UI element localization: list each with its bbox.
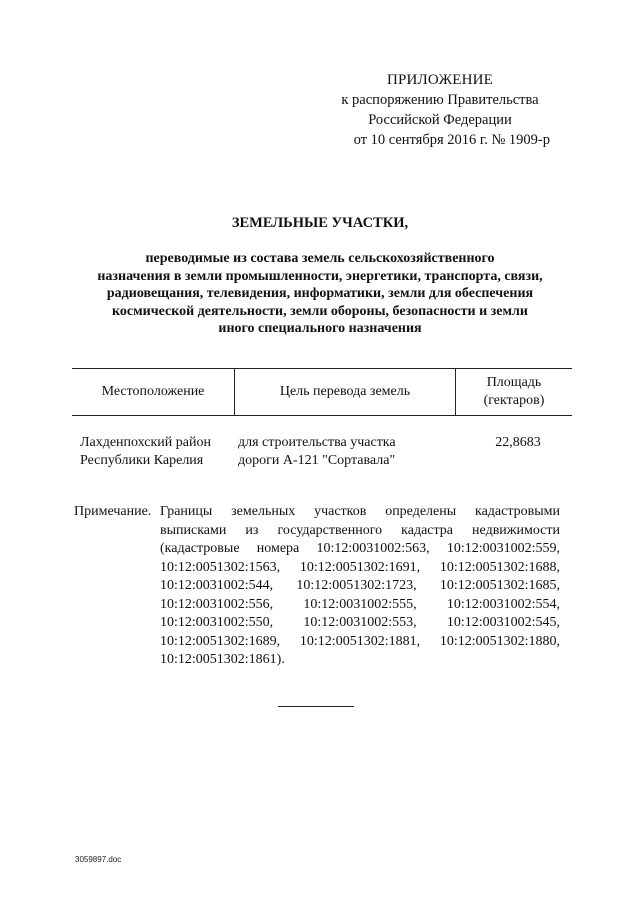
appendix-line-decree: к распоряжению Правительства bbox=[341, 92, 539, 108]
note-line: выписками из государственного кадастра недвижимости bbox=[160, 522, 560, 538]
header-area bbox=[456, 368, 572, 415]
subtitle-line: назначения в земли промышленности, энергетики, транспорта, связи, bbox=[97, 268, 543, 284]
cell-location bbox=[80, 434, 235, 470]
note-line: 10:12:0051302:1861). bbox=[160, 652, 285, 667]
note-line: 10:12:0051302:1689, 10:12:0051302:1881, 10:12:0051302:1880, bbox=[160, 633, 560, 649]
footer-doc-id: 3059897.doc bbox=[75, 855, 122, 864]
cell-purpose-line: для строительства участка bbox=[238, 435, 396, 450]
header-purpose bbox=[235, 368, 455, 415]
cell-location-line: Республики Карелия bbox=[80, 453, 204, 468]
end-divider bbox=[278, 706, 354, 707]
cell-purpose bbox=[238, 434, 458, 470]
note-line: 10:12:0031002:544, 10:12:0051302:1723, 10:12:0051302:1685, bbox=[160, 578, 560, 593]
header-purpose-label: Цель перевода земель bbox=[279, 383, 411, 399]
cell-area: 22,8683 bbox=[495, 435, 541, 450]
subtitle-line: радиовещания, телевидения, информатики, земли для обеспечения bbox=[106, 286, 534, 302]
note-line: 10:12:0031002:556, 10:12:0031002:555, 10:12:0031002:554, bbox=[160, 596, 560, 612]
table-header-rule bbox=[72, 415, 572, 416]
header-location-label: Местоположение bbox=[101, 383, 205, 399]
header-area-unit: (гектаров) bbox=[483, 392, 545, 408]
document-title-block bbox=[55, 215, 585, 338]
note-label: Примечание. bbox=[74, 504, 152, 519]
document-title: ЗЕМЕЛЬНЫЕ УЧАСТКИ, bbox=[231, 215, 409, 231]
document-subtitle bbox=[55, 250, 585, 338]
note-line: Границы земельных участков определены кадастровыми bbox=[160, 504, 560, 519]
cell-purpose-line: дороги А-121 "Сортавала" bbox=[238, 453, 396, 468]
note-line: (кадастровые номера 10:12:0031002:563, 10:12:0031002:559, bbox=[160, 541, 560, 556]
header-area-label: Площадь bbox=[486, 374, 542, 390]
subtitle-line: иного специального назначения bbox=[218, 321, 422, 337]
note-line: 10:12:0031002:550, 10:12:0031002:553, 10:12:0031002:545, bbox=[160, 615, 560, 630]
note-line: 10:12:0051302:1563, 10:12:0051302:1691, 10:12:0051302:1688, bbox=[160, 559, 560, 575]
appendix-line-government: Российской Федерации bbox=[368, 112, 512, 128]
header-location bbox=[72, 368, 234, 415]
appendix-block bbox=[320, 70, 560, 150]
note-body bbox=[160, 503, 560, 670]
appendix-date-line: от 10 сентября 2016 г. № 1909-р bbox=[353, 132, 550, 148]
appendix-heading: ПРИЛОЖЕНИЕ bbox=[386, 72, 494, 88]
subtitle-line: переводимые из состава земель сельскохозяйственного bbox=[145, 251, 495, 266]
cell-location-line: Лахденпохский район bbox=[80, 435, 211, 450]
subtitle-line: космической деятельности, земли обороны, безопасности и земли bbox=[112, 303, 528, 319]
